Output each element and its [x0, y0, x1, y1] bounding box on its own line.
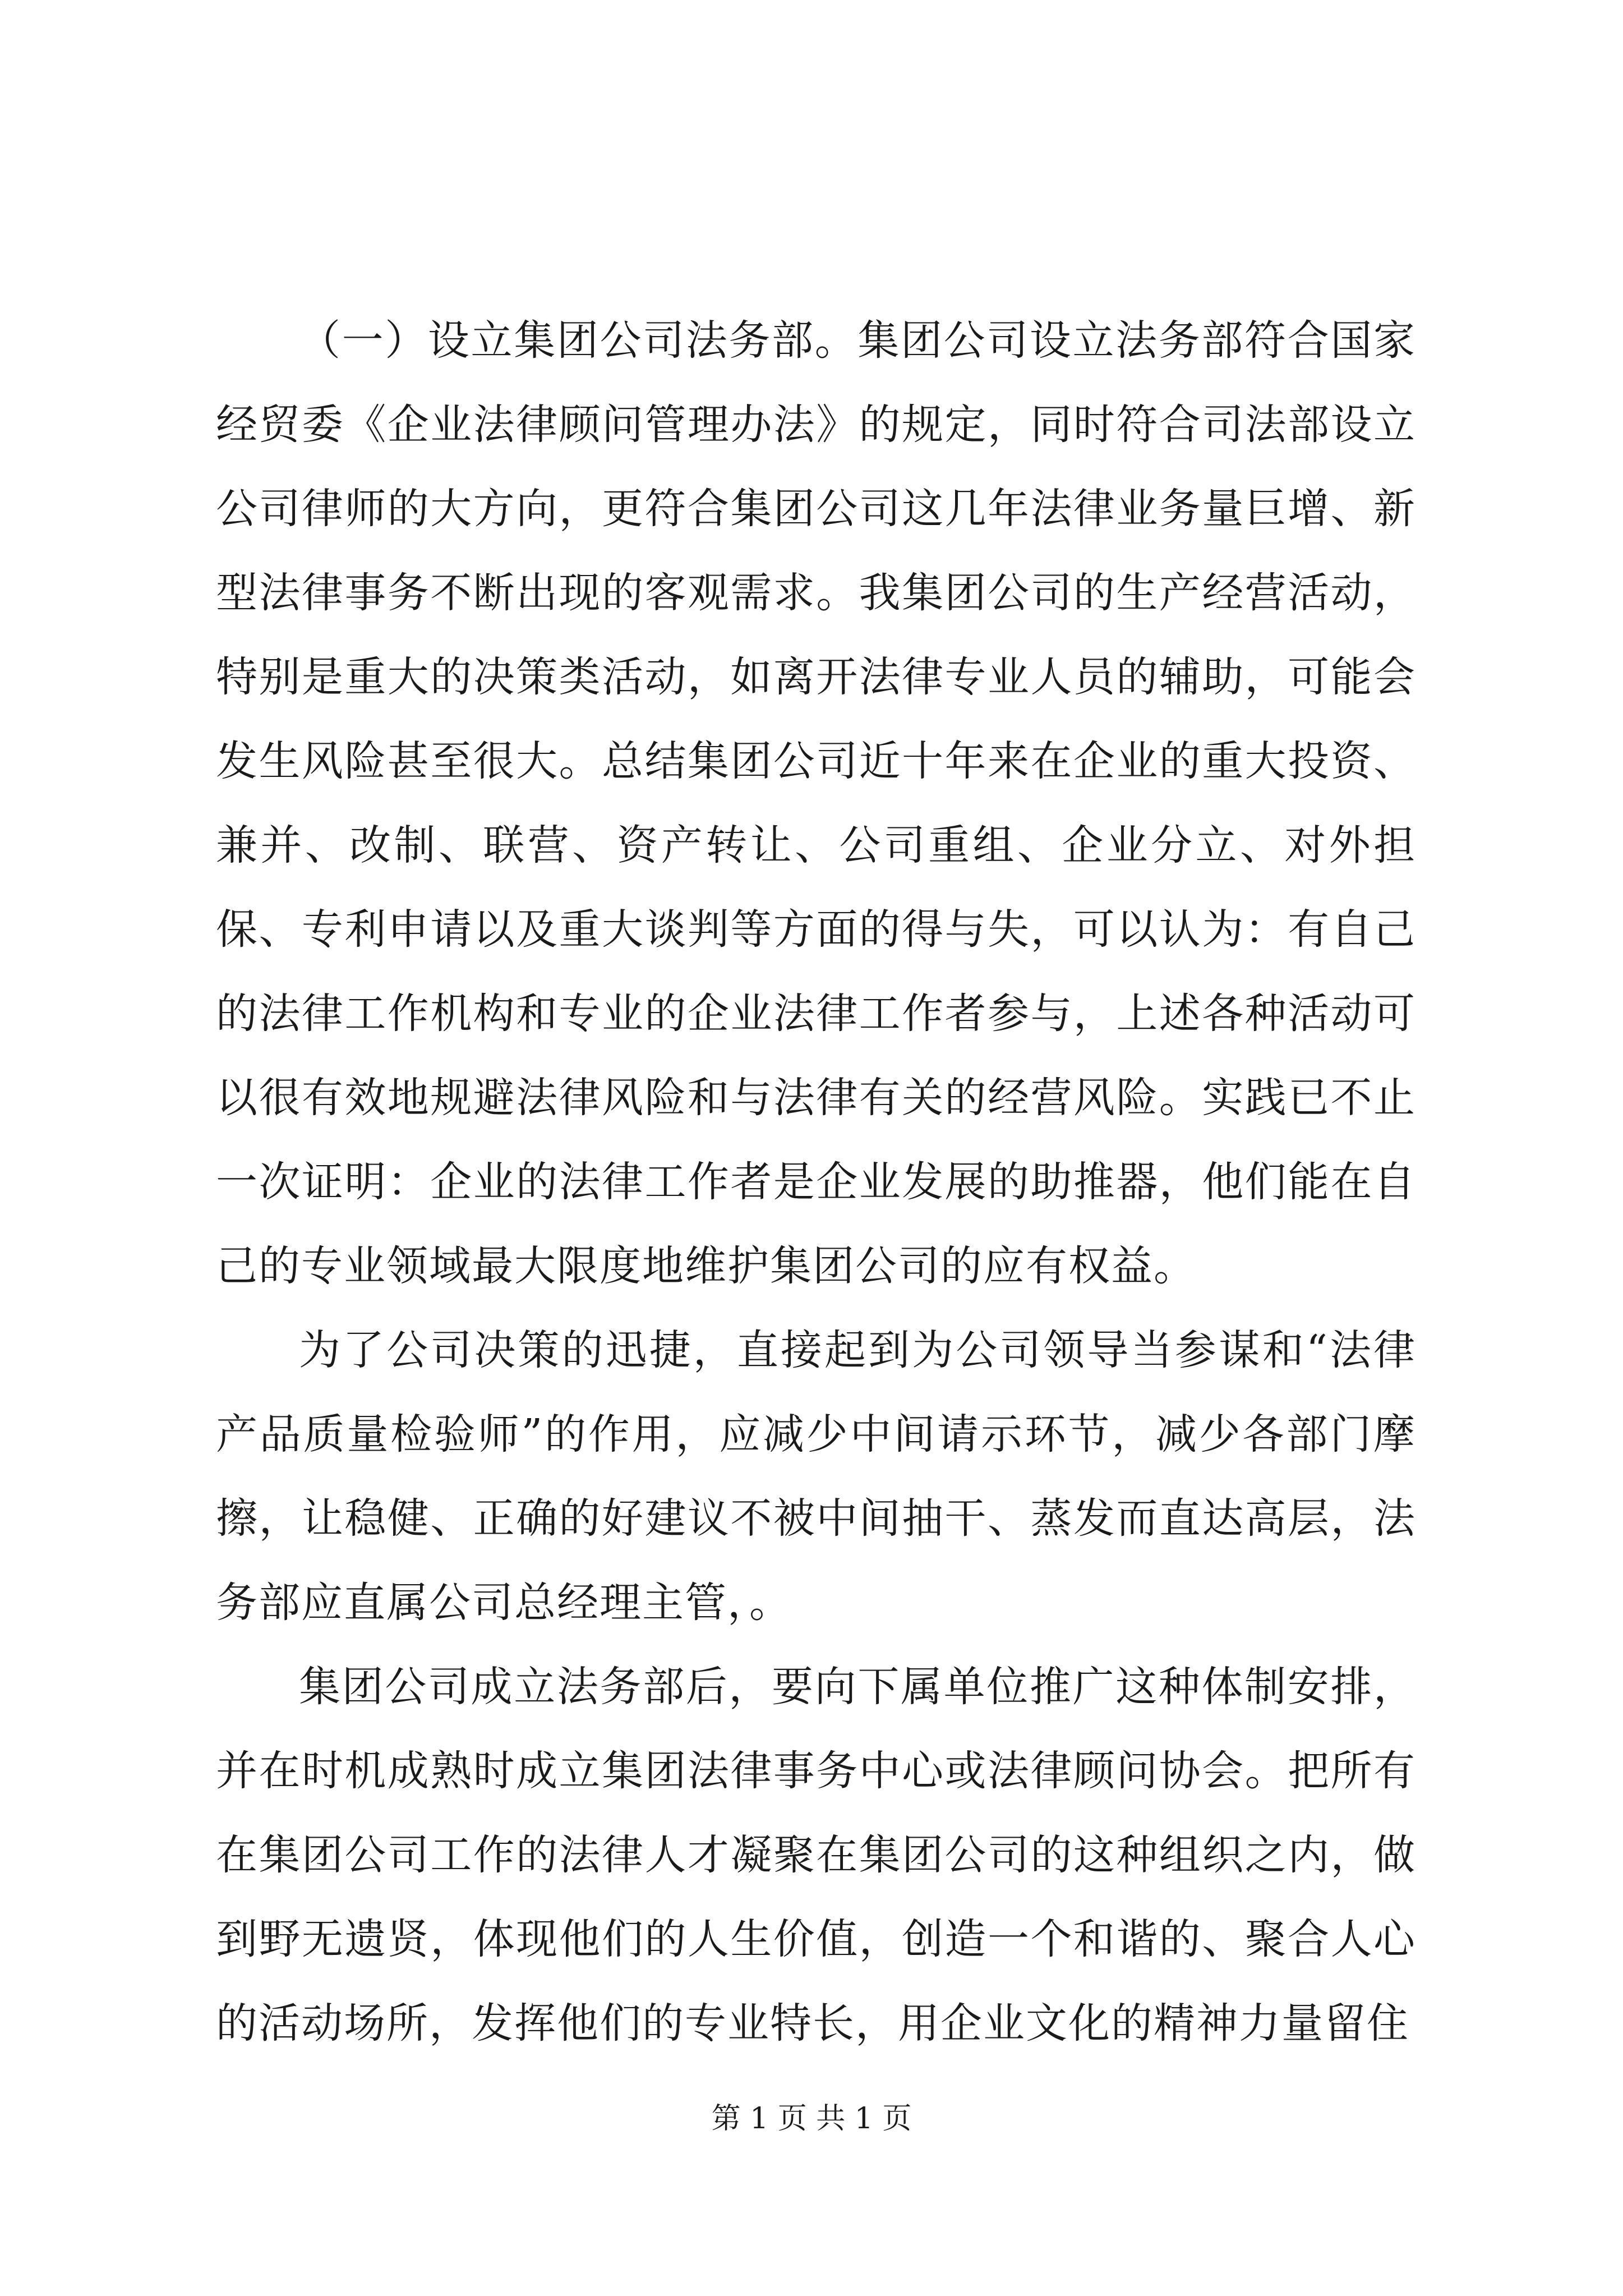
paragraph-2: 为了公司决策的迅捷，直接起到为公司领导当参谋和“法律产品质量检验师”的作用，应减少中间请示环节，减少各部门摩擦，让稳健、正确的好建议不被中间抽干、蒸发而直达高层，法务部应直属公司总经理主管，。	[216, 1326, 1416, 1627]
page-footer: 第 1 页 共 1 页	[711, 2102, 912, 2136]
paragraph-3: 集团公司成立法务部后，要向下属单位推广这种体制安排，并在时机成熟时成立集团法律事务中心或法律顾问协会。把所有在集团公司工作的法律人才凝聚在集团公司的这种组织之内，做到野无遗贤，体现他们的人生价值，创造一个和谐的、聚合人心的活动场所，发挥他们的专业特长，用企业文化的精神力量留住	[216, 1663, 1416, 2047]
paragraph-1: （一）设立集团公司法务部。集团公司设立法务部符合国家经贸委《企业法律顾问管理办法》的规定，同时符合司法部设立公司律师的大方向，更符合集团公司这几年法律业务量巨增、新型法律事务不断出现的客观需求。我集团公司的生产经营活动，特别是重大的决策类活动，如离开法律专业人员的辅助，可能会发生风险甚至很大。总结集团公司近十年来在企业的重大投资、兼并、改制、联营、资产转让、公司重组、企业分立、对外担保、专利申请以及重大谈判等方面的得与失，可以认为：有自己的法律工作机构和专业的企业法律工作者参与，上述各种活动可以很有效地规避法律风险和与法律有关的经营风险。实践已不止一次证明：企业的法律工作者是企业发展的助推器，他们能在自己的专业领域最大限度地维护集团公司的应有权益。	[216, 316, 1416, 1290]
document-body	[216, 298, 1416, 2065]
